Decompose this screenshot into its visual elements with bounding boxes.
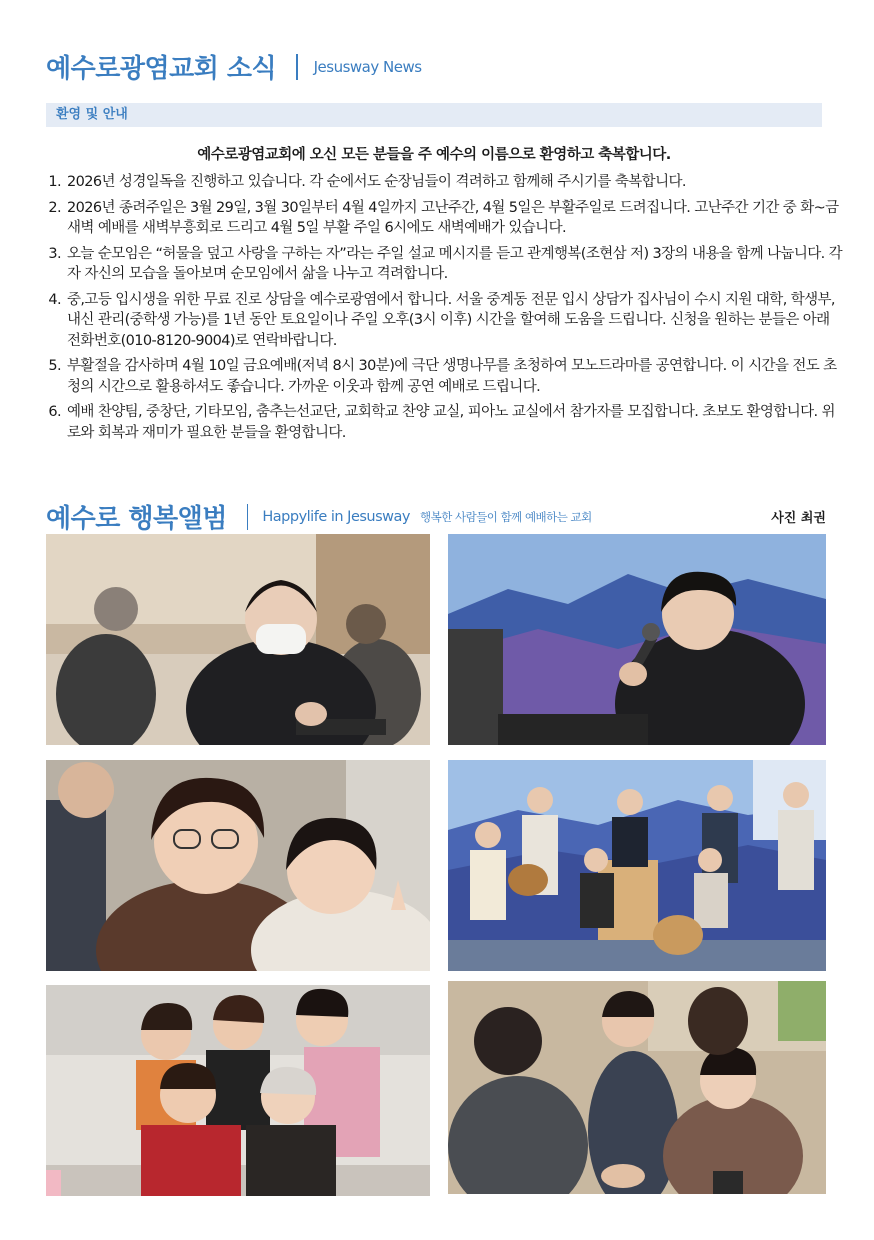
notice-item: 5. 부활절을 감사하며 4월 10일 금요예배(저녁 8시 30분)에 극단 생명나무를 초청하여 모노드라마를 공연합니다. 이 시간을 전도 초청의 시간으로 활용하셔도 좋습니다. 가까운 이웃과 함께 공연 예배로 드립니다. xyxy=(65,356,845,397)
worship-band-photo xyxy=(448,760,826,971)
section-label: 환영 및 안내 xyxy=(56,107,128,122)
page-subtitle: Jesusway News xyxy=(313,57,422,76)
greeting-handshake-photo xyxy=(448,981,826,1194)
notice-item: 4. 중,고등 입시생을 위한 무료 진로 상담을 예수로광염에서 합니다. 서울 중계동 전문 입시 상담가 집사님이 수시 지원 대학, 학생부, 내신 관리(중학생 가능)를 1년 동안 토요일이나 주일 오후(3시 이후) 시간을 할여해 도움을 드립니다. 신청을 원하는 분들은 아래 전화번호(010-8120-9004)로 연락바랍니다. xyxy=(65,290,845,352)
notice-item: 6. 예배 찬양팀, 중창단, 기타모임, 춤추는선교단, 교회학교 찬양 교실, 피아노 교실에서 참가자를 모집합니다. 초보도 환영합니다. 위로와 회복과 재미가 필요한 분들을 환영합니다. xyxy=(65,402,845,443)
album-title: 예수로 행복앨범 xyxy=(46,504,227,534)
notice-item: 2. 2026년 종려주일은 3월 29일, 3월 30일부터 4월 4일까지 고난주간, 4월 5일은 부활주일로 드려집니다. 고난주간 기간 중 화~금 새벽 예배를 새벽부흥회로 드리고 4월 5일 부활 주일 6시에도 새벽예배가 있습니다. xyxy=(65,198,845,239)
album-divider xyxy=(247,504,249,530)
album-header xyxy=(46,498,826,535)
welcome-message: 예수로광염교회에 오신 모든 분들을 주 예수의 이름으로 환영하고 축복합니다. xyxy=(197,147,671,163)
two-women-smiling-photo xyxy=(46,760,430,971)
title-divider xyxy=(296,54,298,80)
group-of-women-photo xyxy=(46,985,430,1196)
notice-list xyxy=(46,172,845,448)
photo-credit: 사진 최권 xyxy=(771,511,826,526)
notice-item: 3. 오늘 순모임은 “허물을 덮고 사랑을 구하는 자”라는 주일 설교 메시지를 듣고 관계행복(조현삼 저) 3장의 내용을 함께 나눕니다. 각자 자신의 모습을 돌아보며 순모임에서 삶을 나누고 격려합니다. xyxy=(65,244,845,285)
notice-item: 1. 2026년 성경일독을 진행하고 있습니다. 각 순에서도 순장님들이 격려하고 함께해 주시기를 축복합니다. xyxy=(65,172,845,193)
page-title: 예수로광염교회 소식 xyxy=(46,54,277,84)
album-subtitle-en: Happylife in Jesusway xyxy=(262,508,410,525)
album-subtitle-ko: 행복한 사람들이 함께 예배하는 교회 xyxy=(420,509,592,524)
woman-mask-photo xyxy=(46,534,430,745)
section-bar xyxy=(46,103,822,127)
page-header xyxy=(46,48,422,85)
young-man-singing-photo xyxy=(448,534,826,745)
